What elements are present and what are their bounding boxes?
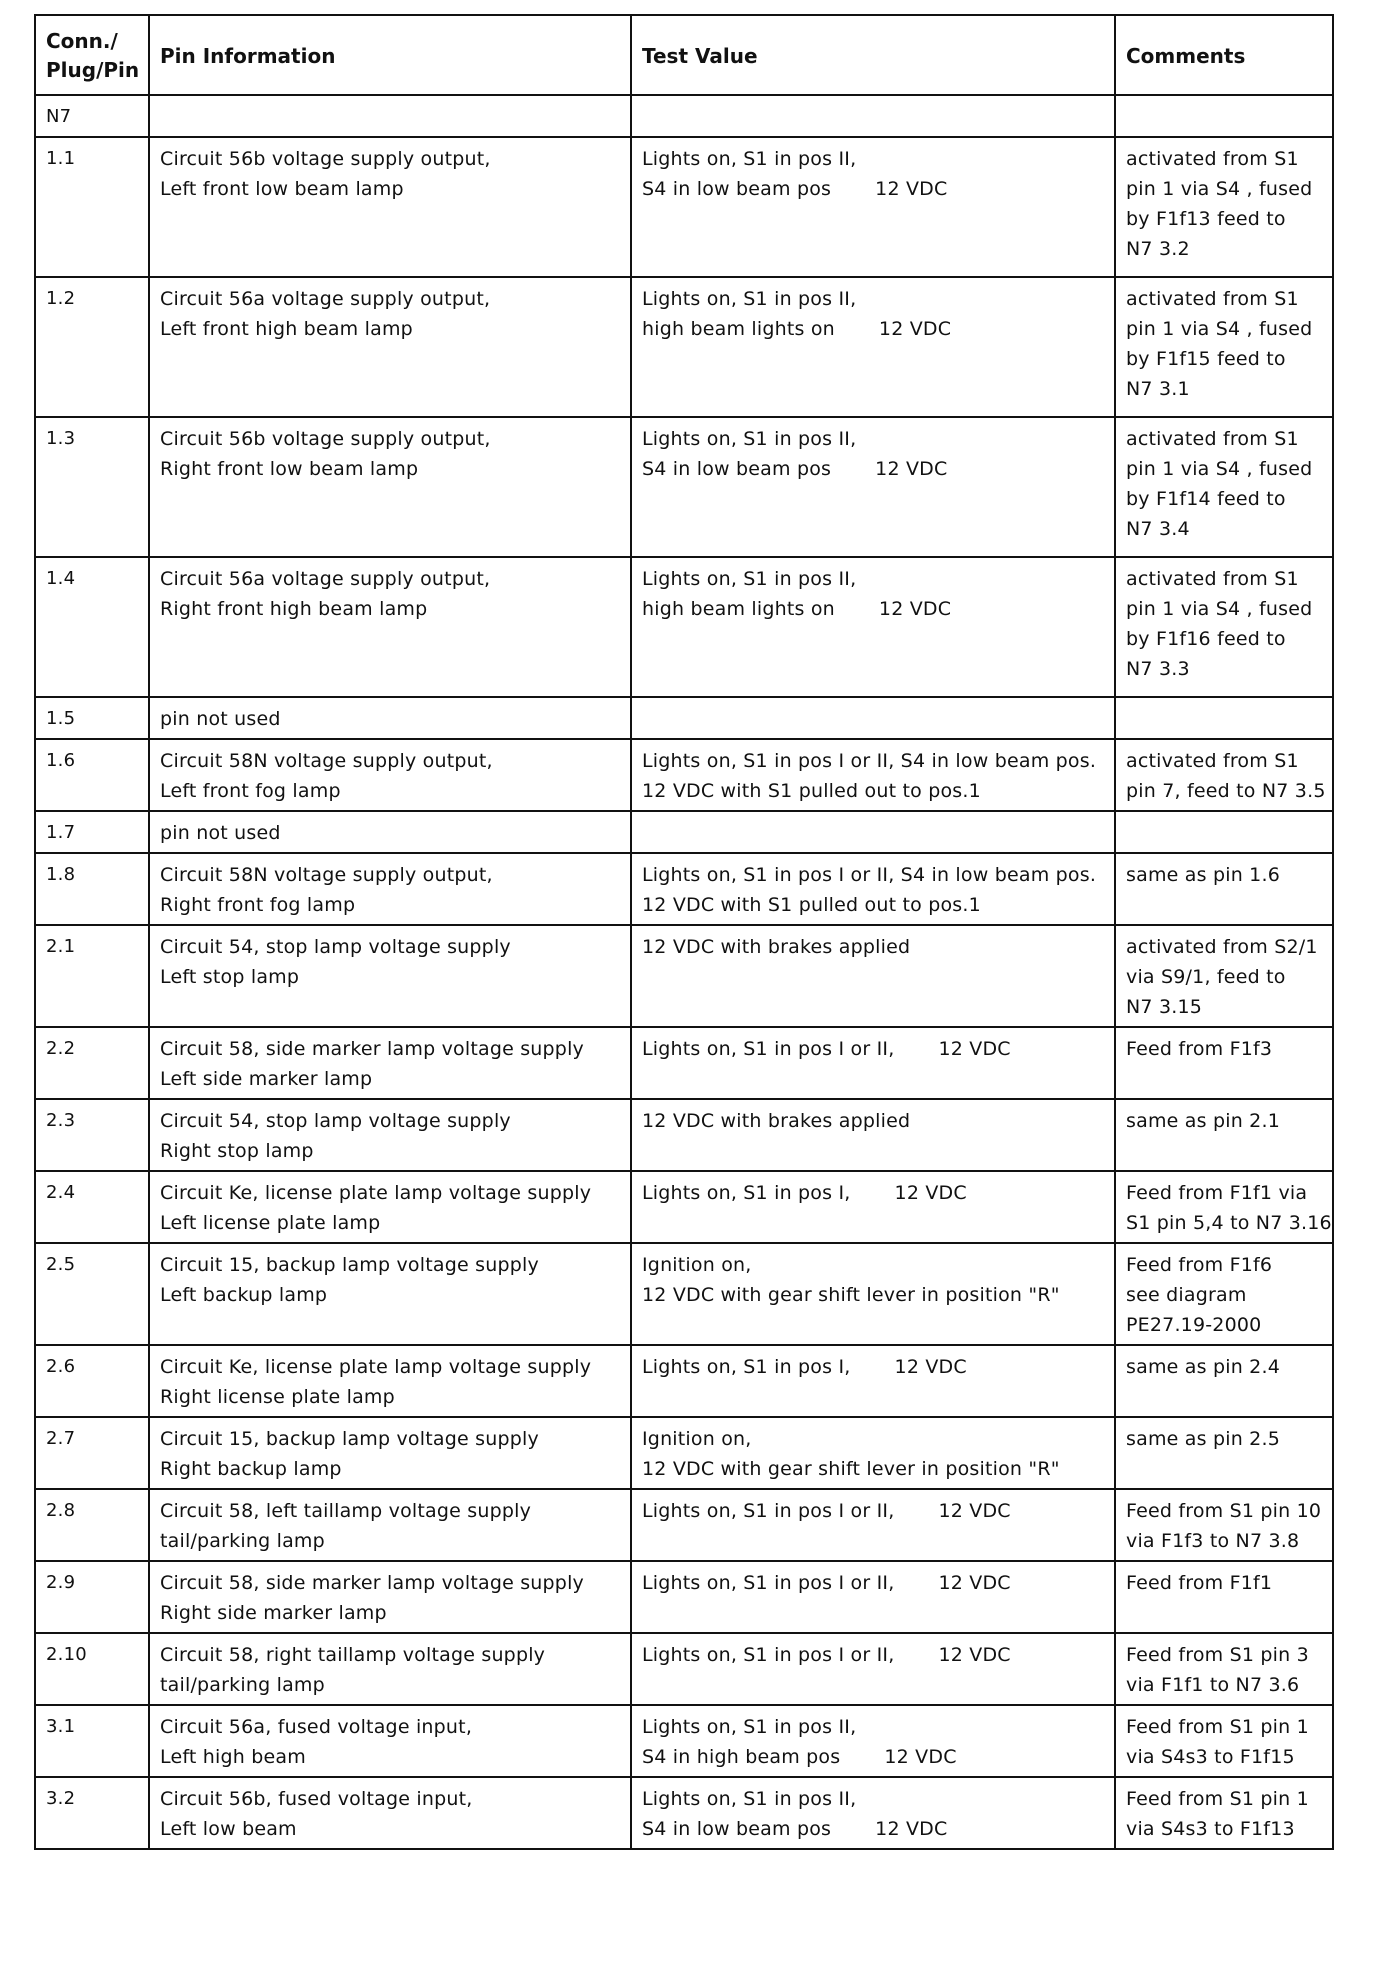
cell-pin: 2.8 <box>35 1489 149 1561</box>
cell-test-value-line: 12 VDC with gear shift lever in position "R" <box>642 1458 1060 1480</box>
cell-pin-information-line: tail/parking lamp <box>160 1674 325 1696</box>
cell-comments <box>1115 1633 1333 1705</box>
cell-comments-line: pin 1 via S4 , fused <box>1126 598 1313 620</box>
cell-pin-information-line: Circuit 15, backup lamp voltage supply <box>160 1428 539 1450</box>
cell-comments <box>1115 1345 1333 1417</box>
cell-pin-information-line: Right front high beam lamp <box>160 598 428 620</box>
cell-test-value <box>631 95 1115 137</box>
cell-test-value-condition: S4 in high beam pos <box>642 1746 841 1768</box>
cell-comments-line: pin 1 via S4 , fused <box>1126 178 1313 200</box>
cell-test-value <box>631 1099 1115 1171</box>
table-row <box>35 697 1333 739</box>
table-row <box>35 1099 1333 1171</box>
pin-information-table <box>34 14 1334 1850</box>
cell-pin-information-line: Right license plate lamp <box>160 1386 395 1408</box>
cell-pin-information <box>149 739 631 811</box>
cell-pin-information-line: Circuit 58N voltage supply output, <box>160 750 493 772</box>
cell-comments-line: activated from S1 <box>1126 148 1299 170</box>
cell-comments-line: same as pin 1.6 <box>1126 864 1280 886</box>
cell-pin-information <box>149 1633 631 1705</box>
table-body <box>35 95 1333 1849</box>
cell-comments-line: pin 1 via S4 , fused <box>1126 458 1313 480</box>
table-row <box>35 277 1333 417</box>
cell-pin-information-line: Circuit 15, backup lamp voltage supply <box>160 1254 539 1276</box>
cell-test-value-line: Lights on, S1 in pos II, <box>642 148 857 170</box>
cell-comments <box>1115 1561 1333 1633</box>
cell-comments-line: PE27.19-2000 <box>1126 1314 1262 1336</box>
cell-comments-line: pin 7, feed to N7 3.5 <box>1126 780 1326 802</box>
cell-pin-information <box>149 1561 631 1633</box>
cell-pin-information-line: Left low beam <box>160 1818 297 1840</box>
header-conn-line-1: Conn./ <box>46 29 118 53</box>
cell-test-value-line: 12 VDC with brakes applied <box>642 936 911 958</box>
cell-test-value-voltage: 12 VDC <box>875 458 948 480</box>
cell-test-value <box>631 739 1115 811</box>
cell-pin-information <box>149 853 631 925</box>
cell-test-value-condition: Lights on, S1 in pos I or II, <box>642 1644 895 1666</box>
cell-test-value-line: 12 VDC with S1 pulled out to pos.1 <box>642 780 981 802</box>
table-row <box>35 137 1333 277</box>
cell-comments <box>1115 1243 1333 1345</box>
cell-pin-information <box>149 1345 631 1417</box>
cell-pin-information-line: Right side marker lamp <box>160 1602 387 1624</box>
cell-pin-information-line: Circuit 58, side marker lamp voltage supply <box>160 1038 584 1060</box>
header-conn-plug-pin <box>35 15 149 95</box>
cell-test-value <box>631 137 1115 277</box>
cell-test-value <box>631 1345 1115 1417</box>
cell-comments <box>1115 557 1333 697</box>
cell-pin: 1.2 <box>35 277 149 417</box>
cell-pin-information-line: Left front high beam lamp <box>160 318 413 340</box>
cell-pin-information-line: Left front low beam lamp <box>160 178 404 200</box>
cell-test-value-line <box>642 314 1108 344</box>
cell-comments-line: N7 3.1 <box>1126 378 1190 400</box>
table-row <box>35 1633 1333 1705</box>
cell-comments-line: by F1f14 feed to <box>1126 488 1286 510</box>
cell-comments-line: activated from S1 <box>1126 288 1299 310</box>
cell-comments <box>1115 739 1333 811</box>
cell-test-value-line <box>642 454 1108 484</box>
cell-test-value-line: Lights on, S1 in pos II, <box>642 568 857 590</box>
cell-comments-line: via F1f1 to N7 3.6 <box>1126 1674 1300 1696</box>
cell-test-value-condition: Lights on, S1 in pos I or II, <box>642 1038 895 1060</box>
cell-test-value <box>631 697 1115 739</box>
cell-pin-information-line: Left backup lamp <box>160 1284 328 1306</box>
cell-comments <box>1115 697 1333 739</box>
cell-comments-line: Feed from F1f3 <box>1126 1038 1273 1060</box>
cell-test-value <box>631 1633 1115 1705</box>
cell-comments <box>1115 811 1333 853</box>
cell-comments <box>1115 1417 1333 1489</box>
cell-pin-information <box>149 1417 631 1489</box>
cell-pin-information-line: Left side marker lamp <box>160 1068 373 1090</box>
cell-pin: 1.7 <box>35 811 149 853</box>
cell-pin-information <box>149 1099 631 1171</box>
header-test-value: Test Value <box>631 15 1115 95</box>
cell-pin-information-line: Left stop lamp <box>160 966 300 988</box>
cell-comments-line: N7 3.4 <box>1126 518 1190 540</box>
cell-pin-information-line: Right backup lamp <box>160 1458 342 1480</box>
cell-pin-information <box>149 417 631 557</box>
cell-pin: 2.1 <box>35 925 149 1027</box>
cell-test-value-line <box>642 1352 1108 1382</box>
cell-comments-line: via S4s3 to F1f13 <box>1126 1818 1295 1840</box>
cell-pin: 1.4 <box>35 557 149 697</box>
table-row <box>35 95 1333 137</box>
cell-test-value-line: 12 VDC with brakes applied <box>642 1110 911 1132</box>
cell-test-value-voltage: 12 VDC <box>894 1182 967 1204</box>
cell-comments-line: Feed from S1 pin 3 <box>1126 1644 1309 1666</box>
cell-test-value-line <box>642 1568 1108 1598</box>
cell-test-value-voltage: 12 VDC <box>938 1038 1011 1060</box>
table-row <box>35 1777 1333 1849</box>
cell-pin-information-line: Right front low beam lamp <box>160 458 419 480</box>
cell-test-value-voltage: 12 VDC <box>938 1500 1011 1522</box>
cell-test-value-condition: S4 in low beam pos <box>642 458 832 480</box>
cell-test-value-voltage: 12 VDC <box>875 178 948 200</box>
cell-comments <box>1115 1099 1333 1171</box>
cell-comments-line: N7 3.2 <box>1126 238 1190 260</box>
cell-test-value-condition: S4 in low beam pos <box>642 1818 832 1840</box>
table-row <box>35 557 1333 697</box>
cell-test-value-voltage: 12 VDC <box>875 1818 948 1840</box>
cell-pin: 2.10 <box>35 1633 149 1705</box>
cell-pin-information <box>149 557 631 697</box>
cell-pin-information-line: Circuit 56b, fused voltage input, <box>160 1788 473 1810</box>
cell-comments-line: S1 pin 5,4 to N7 3.16 <box>1126 1212 1332 1234</box>
table-row <box>35 1561 1333 1633</box>
cell-comments <box>1115 277 1333 417</box>
cell-pin: 2.2 <box>35 1027 149 1099</box>
cell-test-value-line: Lights on, S1 in pos II, <box>642 288 857 310</box>
cell-test-value-line: Lights on, S1 in pos II, <box>642 428 857 450</box>
pin-table-sheet <box>34 14 1332 1850</box>
cell-comments-line: via F1f3 to N7 3.8 <box>1126 1530 1300 1552</box>
cell-test-value-condition: Lights on, S1 in pos I or II, <box>642 1500 895 1522</box>
header-comments: Comments <box>1115 15 1333 95</box>
cell-comments-line: Feed from S1 pin 1 <box>1126 1716 1309 1738</box>
cell-comments-line: same as pin 2.4 <box>1126 1356 1280 1378</box>
cell-pin-information-line: Circuit 56b voltage supply output, <box>160 148 491 170</box>
cell-test-value-condition: Lights on, S1 in pos I, <box>642 1182 851 1204</box>
cell-pin-information-line: Circuit Ke, license plate lamp voltage supply <box>160 1182 592 1204</box>
cell-pin: 3.2 <box>35 1777 149 1849</box>
cell-test-value-line: Lights on, S1 in pos I or II, S4 in low beam pos. <box>642 864 1097 886</box>
cell-test-value <box>631 1705 1115 1777</box>
cell-pin: 3.1 <box>35 1705 149 1777</box>
header-pin-information: Pin Information <box>149 15 631 95</box>
cell-pin-information <box>149 1489 631 1561</box>
table-row <box>35 1417 1333 1489</box>
cell-comments-line: Feed from S1 pin 10 <box>1126 1500 1322 1522</box>
cell-test-value <box>631 557 1115 697</box>
cell-test-value <box>631 853 1115 925</box>
table-row <box>35 1243 1333 1345</box>
cell-comments-line: via S4s3 to F1f15 <box>1126 1746 1295 1768</box>
cell-pin-information-line: Left license plate lamp <box>160 1212 381 1234</box>
cell-test-value-line <box>642 1742 1108 1772</box>
cell-test-value-voltage: 12 VDC <box>938 1644 1011 1666</box>
cell-test-value-line: Lights on, S1 in pos II, <box>642 1716 857 1738</box>
cell-pin-information <box>149 1705 631 1777</box>
cell-pin-information-line: Circuit 58N voltage supply output, <box>160 864 493 886</box>
cell-test-value-line <box>642 1640 1108 1670</box>
cell-pin: 2.3 <box>35 1099 149 1171</box>
cell-test-value-voltage: 12 VDC <box>884 1746 957 1768</box>
cell-comments-line: N7 3.3 <box>1126 658 1190 680</box>
cell-comments-line: N7 3.15 <box>1126 996 1203 1018</box>
cell-pin: 2.6 <box>35 1345 149 1417</box>
cell-pin-information-line: Circuit 56a voltage supply output, <box>160 288 491 310</box>
cell-pin-information <box>149 1243 631 1345</box>
table-row <box>35 417 1333 557</box>
cell-comments <box>1115 1777 1333 1849</box>
header-conn-line-2: Plug/Pin <box>46 58 140 82</box>
cell-pin-information-line: Circuit 56b voltage supply output, <box>160 428 491 450</box>
cell-pin-information <box>149 697 631 739</box>
cell-pin-information <box>149 1777 631 1849</box>
cell-test-value-line <box>642 1496 1108 1526</box>
table-row <box>35 1345 1333 1417</box>
cell-pin-information-line: Circuit 58, right taillamp voltage supply <box>160 1644 546 1666</box>
cell-pin: 2.9 <box>35 1561 149 1633</box>
cell-comments-line: by F1f15 feed to <box>1126 348 1286 370</box>
table-row <box>35 1171 1333 1243</box>
cell-comments-line: by F1f13 feed to <box>1126 208 1286 230</box>
table-row <box>35 1027 1333 1099</box>
cell-pin: 2.5 <box>35 1243 149 1345</box>
cell-pin-information <box>149 1027 631 1099</box>
cell-comments <box>1115 1027 1333 1099</box>
cell-pin-information <box>149 1171 631 1243</box>
cell-test-value <box>631 1489 1115 1561</box>
cell-test-value <box>631 1777 1115 1849</box>
cell-pin-information-line: Circuit 58, side marker lamp voltage supply <box>160 1572 584 1594</box>
cell-comments-line: activated from S1 <box>1126 568 1299 590</box>
cell-comments <box>1115 1489 1333 1561</box>
cell-pin-information-line: Circuit 54, stop lamp voltage supply <box>160 1110 511 1132</box>
cell-pin-information <box>149 925 631 1027</box>
cell-comments <box>1115 1171 1333 1243</box>
cell-test-value <box>631 1417 1115 1489</box>
cell-comments <box>1115 137 1333 277</box>
cell-test-value-line: Ignition on, <box>642 1254 752 1276</box>
cell-pin-information-line: Left high beam <box>160 1746 306 1768</box>
cell-pin-information <box>149 811 631 853</box>
cell-test-value <box>631 925 1115 1027</box>
cell-pin-information <box>149 277 631 417</box>
cell-pin-information-line: tail/parking lamp <box>160 1530 325 1552</box>
cell-test-value <box>631 811 1115 853</box>
cell-test-value-voltage: 12 VDC <box>878 318 952 340</box>
cell-comments <box>1115 417 1333 557</box>
cell-test-value-line <box>642 1178 1108 1208</box>
cell-pin-information-line: Left front fog lamp <box>160 780 341 802</box>
cell-test-value-condition: high beam lights on <box>642 318 835 340</box>
cell-test-value-line: Lights on, S1 in pos I or II, S4 in low beam pos. <box>642 750 1097 772</box>
cell-pin: 1.1 <box>35 137 149 277</box>
cell-comments-line: by F1f16 feed to <box>1126 628 1286 650</box>
cell-pin-information-line: Circuit 54, stop lamp voltage supply <box>160 936 511 958</box>
cell-test-value-line <box>642 594 1108 624</box>
table-row <box>35 811 1333 853</box>
cell-comments <box>1115 925 1333 1027</box>
cell-pin-information-line: pin not used <box>160 822 281 844</box>
cell-pin: N7 <box>35 95 149 137</box>
cell-test-value-voltage: 12 VDC <box>894 1356 967 1378</box>
cell-comments-line: see diagram <box>1126 1284 1247 1306</box>
cell-test-value-condition: high beam lights on <box>642 598 835 620</box>
cell-test-value <box>631 277 1115 417</box>
cell-pin: 1.8 <box>35 853 149 925</box>
cell-test-value <box>631 1171 1115 1243</box>
table-header-row <box>35 15 1333 95</box>
table-row <box>35 853 1333 925</box>
table-row <box>35 739 1333 811</box>
cell-pin-information-line: Right stop lamp <box>160 1140 314 1162</box>
table-row <box>35 1489 1333 1561</box>
cell-pin: 1.5 <box>35 697 149 739</box>
cell-test-value-line <box>642 1034 1108 1064</box>
cell-test-value-condition: S4 in low beam pos <box>642 178 832 200</box>
cell-comments <box>1115 95 1333 137</box>
table-row <box>35 925 1333 1027</box>
cell-comments-line: Feed from F1f6 <box>1126 1254 1273 1276</box>
cell-test-value <box>631 1561 1115 1633</box>
cell-comments-line: Feed from S1 pin 1 <box>1126 1788 1309 1810</box>
cell-pin-information-line: pin not used <box>160 708 281 730</box>
cell-comments-line: Feed from F1f1 <box>1126 1572 1273 1594</box>
cell-comments-line: same as pin 2.1 <box>1126 1110 1280 1132</box>
cell-pin: 1.3 <box>35 417 149 557</box>
cell-pin-information-line: Circuit 56a, fused voltage input, <box>160 1716 473 1738</box>
cell-pin: 2.4 <box>35 1171 149 1243</box>
cell-test-value <box>631 1027 1115 1099</box>
cell-comments <box>1115 853 1333 925</box>
cell-comments-line: activated from S1 <box>1126 428 1299 450</box>
cell-test-value-line: 12 VDC with S1 pulled out to pos.1 <box>642 894 981 916</box>
cell-pin-information-line: Circuit 56a voltage supply output, <box>160 568 491 590</box>
cell-test-value-condition: Lights on, S1 in pos I, <box>642 1356 851 1378</box>
cell-pin-information-line: Circuit 58, left taillamp voltage supply <box>160 1500 532 1522</box>
cell-pin-information-line: Circuit Ke, license plate lamp voltage supply <box>160 1356 592 1378</box>
cell-test-value-line <box>642 1814 1108 1844</box>
cell-pin: 1.6 <box>35 739 149 811</box>
cell-comments-line: pin 1 via S4 , fused <box>1126 318 1313 340</box>
cell-test-value-line: Ignition on, <box>642 1428 752 1450</box>
table-row <box>35 1705 1333 1777</box>
cell-comments-line: via S9/1, feed to <box>1126 966 1286 988</box>
cell-comments-line: activated from S1 <box>1126 750 1299 772</box>
cell-test-value <box>631 417 1115 557</box>
cell-pin-information <box>149 95 631 137</box>
cell-pin-information <box>149 137 631 277</box>
cell-comments-line: same as pin 2.5 <box>1126 1428 1280 1450</box>
cell-test-value-line: 12 VDC with gear shift lever in position "R" <box>642 1284 1060 1306</box>
cell-pin: 2.7 <box>35 1417 149 1489</box>
cell-test-value <box>631 1243 1115 1345</box>
cell-comments-line: activated from S2/1 <box>1126 936 1318 958</box>
cell-test-value-voltage: 12 VDC <box>878 598 952 620</box>
cell-pin-information-line: Right front fog lamp <box>160 894 356 916</box>
cell-comments <box>1115 1705 1333 1777</box>
cell-test-value-condition: Lights on, S1 in pos I or II, <box>642 1572 895 1594</box>
cell-test-value-line: Lights on, S1 in pos II, <box>642 1788 857 1810</box>
cell-test-value-voltage: 12 VDC <box>938 1572 1011 1594</box>
cell-test-value-line <box>642 174 1108 204</box>
cell-comments-line: Feed from F1f1 via <box>1126 1182 1308 1204</box>
